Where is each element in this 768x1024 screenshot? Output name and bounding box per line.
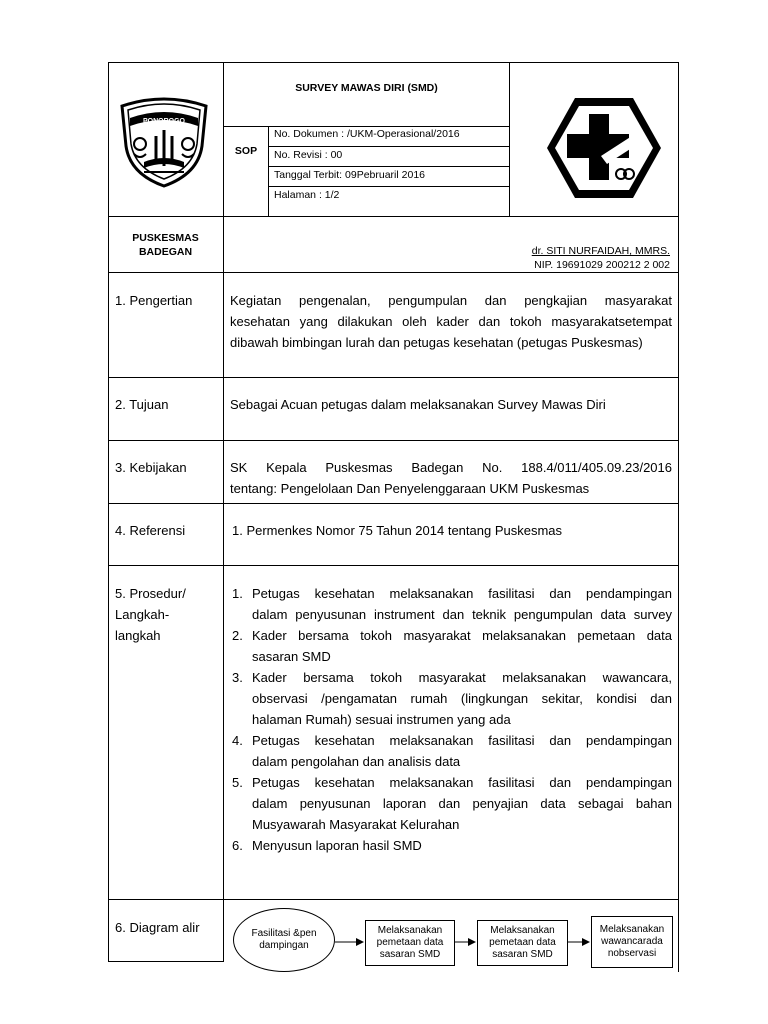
text-line: kesehatan yang dilakukan oleh kader dan tokoh masyarakatsetempat [230,314,672,329]
step-line: Menyusun laporan hasil SMD [252,838,422,853]
text-line: tentang: Pengelolaan Dan Penyelenggaraan UKM Puskesmas [230,481,590,496]
node-line: Melaksanakan [599,924,665,935]
flow-node-start [233,908,335,972]
step-line: Musyawarah Masyarakat Kelurahan [252,817,460,832]
procedure-steps-list [232,583,672,856]
procedure-step [232,625,672,667]
reference-item: 1. Permenkes Nomor 75 Tahun 2014 tentang Puskesmas [232,523,563,538]
section-divider [108,503,679,504]
puskesmas-logo [545,96,663,205]
ponorogo-crest-logo [114,96,214,193]
node-line: Melaksanakan [490,925,555,936]
text-line: SK Kepala Puskesmas Badegan No. 188.4/011/405.09.23/2016 [230,460,672,475]
org-name [108,231,223,259]
node-line: sasaran SMD [379,949,441,960]
step-number: 4. [232,733,243,748]
step-line: Petugas kesehatan melaksanakan fasilitasi dan pendampingan [252,733,672,748]
section-label-pengertian: 1. Pengertian [115,293,193,308]
step-line: Kader bersama tokoh masyarakat melaksanakan wawancara, [252,670,672,685]
section-label-tujuan: 2. Tujuan [115,397,169,412]
section-label-diagram-alir: 6. Diagram alir [115,920,200,935]
table-border-left [108,62,109,962]
section-label-referensi: 4. Referensi [115,523,186,538]
procedure-step [232,772,672,835]
text-line: Kegiatan pengenalan, pengumpulan dan pengkajian masyarakat [230,293,672,308]
node-line: dampingan [259,940,309,951]
flow-diagram [223,900,679,980]
step-line: halaman Rumah) sesuai instrumen yang ada [252,712,511,727]
title-meta-divider [223,126,510,127]
section-label-prosedur [115,583,186,646]
section-label-kebijakan: 3. Kebijakan [115,460,187,475]
step-number: 6. [232,838,243,853]
signatory-name: dr. SITI NURFAIDAH, MMRS. [531,245,670,257]
flow-node-mapping-2 [477,920,568,966]
header-bottom-line [108,216,679,217]
step-number: 2. [232,628,243,643]
step-line: dalam pengolahan dan analisis data [252,754,461,769]
publish-date: Tanggal Terbit: 09Pebruaril 2016 [274,169,425,181]
procedure-step [232,835,672,856]
sop-meta-divider [268,126,269,217]
step-number: 5. [232,775,243,790]
revision-number: No. Revisi : 00 [274,149,343,161]
table-border-right [678,62,679,972]
signatory-nip: NIP. 19691029 200212 2 002 [534,259,670,271]
step-line: observasi /pengamatan rumah (lingkungan sekitar, kondisi dan [252,691,672,706]
section-divider [108,440,679,441]
node-line: pemetaan data [489,937,556,948]
text-line: dibawah bimbingan lurah dan petugas kesehatan (petugas Puskesmas) [230,335,643,350]
org-name-line1: PUSKESMAS [132,232,199,244]
label-line: langkah [115,628,161,643]
doc-number: No. Dokumen : /UKM-Operasional/2016 [274,128,460,140]
table-border-top [108,62,679,63]
page-number: Halaman : 1/2 [274,189,340,201]
section-content-tujuan: Sebagai Acuan petugas dalam melaksanakan Survey Mawas Diri [230,397,606,412]
step-line: sasaran SMD [252,649,331,664]
label-line: Langkah- [115,607,170,622]
section-content-kebijakan [230,457,672,499]
label-line: 5. Prosedur/ [115,586,186,601]
node-line: Melaksanakan [377,925,443,936]
section-content-pengertian [230,290,672,353]
flow-node-mapping [365,920,455,966]
step-number: 1. [232,586,243,601]
node-line: sasaran SMD [492,949,553,960]
section-divider [108,377,679,378]
document-title: SURVEY MAWAS DIRI (SMD) [295,82,438,94]
node-line: Fasilitasi &pen [251,928,317,939]
meta-row-divider [268,146,510,147]
header-logo-divider [509,62,510,217]
step-line: Kader bersama tokoh masyarakat melaksanakan pemetaan data [252,628,672,643]
procedure-step [232,667,672,730]
table-border-bottom [108,961,224,962]
step-line: Petugas kesehatan melaksanakan fasilitasi dan pendampingan [252,586,672,601]
procedure-step [232,730,672,772]
step-line: Petugas kesehatan melaksanakan fasilitasi dan pendampingan [252,775,672,790]
signatory [480,244,670,273]
node-line: nobservasi [607,948,657,959]
sop-label: SOP [234,145,258,157]
node-line: pemetaan data [376,937,444,948]
step-line: dalam penyusunan laporan dan penyajian data sebagai bahan [252,796,672,811]
meta-row-divider [268,186,510,187]
node-line: wawancarada [601,936,663,947]
procedure-step [232,583,672,625]
meta-row-divider [268,166,510,167]
label-column-divider [223,62,224,962]
svg-text:PONOROGO: PONOROGO [142,118,186,125]
flow-node-interview [591,916,673,968]
step-line: dalam penyusunan instrument dan teknik pengumpulan data survey [252,607,672,622]
step-number: 3. [232,670,243,685]
section-divider [108,565,679,566]
org-name-line2: BADEGAN [138,246,193,258]
